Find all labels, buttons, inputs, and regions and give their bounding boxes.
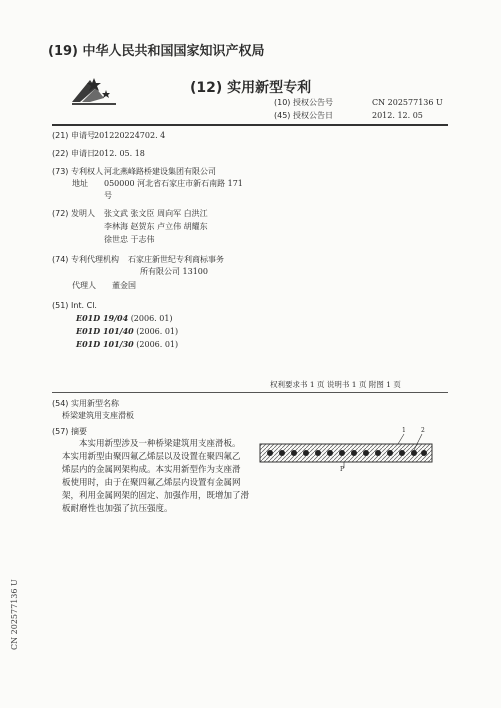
pub-number: CN 202577136 U	[372, 98, 443, 107]
ipc-row	[76, 326, 178, 337]
inventors-line-3: 徐世忠 于志伟	[104, 235, 155, 244]
app-date-label: (22) 申请日	[52, 149, 95, 158]
address-line-2: 号	[104, 191, 112, 200]
abstract-line: 烯层内的金属网架构成。本实用新型作为支座滑	[62, 465, 241, 475]
abstract-line: 板使用时，由于在聚四氟乙烯层内设置有金属网	[62, 478, 241, 488]
ipc-code: E01D 19/04	[76, 313, 129, 323]
ipc-version: (2006. 01)	[130, 314, 173, 323]
pub-date-label: (45) 授权公告日	[274, 111, 333, 120]
ipc-row	[76, 339, 178, 350]
agent: 董金国	[112, 281, 136, 290]
slide-plate-figure	[258, 428, 438, 474]
inventors-line-1: 张文武 张文臣 周向军 白洪江	[104, 209, 208, 218]
app-number-label: (21) 申请号	[52, 131, 95, 140]
abstract-line: 板耐磨性也加强了抗压强度。	[62, 504, 173, 514]
patentee: 河北燕峰路桥建设集团有限公司	[104, 167, 216, 176]
header-divider	[52, 124, 448, 126]
abstract-line: 本实用新型涉及一种桥梁建筑用支座滑板。	[79, 439, 241, 449]
title-label: (54) 实用新型名称	[52, 399, 119, 408]
ipc-code: E01D 101/40	[76, 326, 134, 336]
figure-label: P	[340, 466, 345, 473]
document-type: (12) 实用新型专利	[190, 80, 312, 96]
address-line-1: 050000 河北省石家庄市新石南路 171	[104, 179, 243, 188]
abstract-label: (57) 摘要	[52, 427, 87, 436]
inventors-label: (72) 发明人	[52, 209, 95, 218]
agent-label: 代理人	[72, 281, 96, 290]
pub-number-label: (10) 授权公告号	[274, 98, 333, 107]
office-name: (19) 中华人民共和国国家知识产权局	[48, 44, 265, 59]
patentee-label: (73) 专利权人	[52, 167, 103, 176]
ipc-code: E01D 101/30	[76, 339, 134, 349]
intcl-label: (51) Int. Cl.	[52, 301, 97, 310]
app-date: 2012. 05. 18	[94, 149, 145, 158]
utility-model-title: 桥梁建筑用支座滑板	[62, 411, 134, 420]
agency-line-1: 石家庄新世纪专利商标事务	[128, 255, 224, 264]
biblio-divider	[52, 392, 448, 393]
figure-label: 2	[421, 427, 425, 434]
ipc-row	[76, 313, 173, 324]
cnipa-logo-icon	[70, 74, 122, 106]
ipc-version: (2006. 01)	[136, 327, 179, 336]
figure-label: 1	[402, 427, 406, 434]
abstract-line: 本实用新型由聚四氟乙烯层以及设置在聚四氟乙	[62, 452, 241, 462]
agency-line-2: 所有限公司 13100	[140, 267, 208, 276]
abstract-text	[62, 438, 249, 516]
agency-label: (74) 专利代理机构	[52, 255, 119, 264]
page-counts: 权利要求书 1 页 说明书 1 页 附图 1 页	[270, 380, 401, 389]
pub-date: 2012. 12. 05	[372, 111, 423, 120]
inventors-line-2: 李林海 赵贺东 卢立伟 胡耀东	[104, 222, 208, 231]
side-publication-number: CN 202577136 U	[10, 579, 19, 650]
abstract-line: 架，利用金属网架的固定、加强作用，既增加了滑	[62, 491, 250, 501]
ipc-version: (2006. 01)	[136, 340, 179, 349]
address-label: 地址	[72, 179, 88, 188]
app-number: 201220224702. 4	[94, 131, 166, 140]
